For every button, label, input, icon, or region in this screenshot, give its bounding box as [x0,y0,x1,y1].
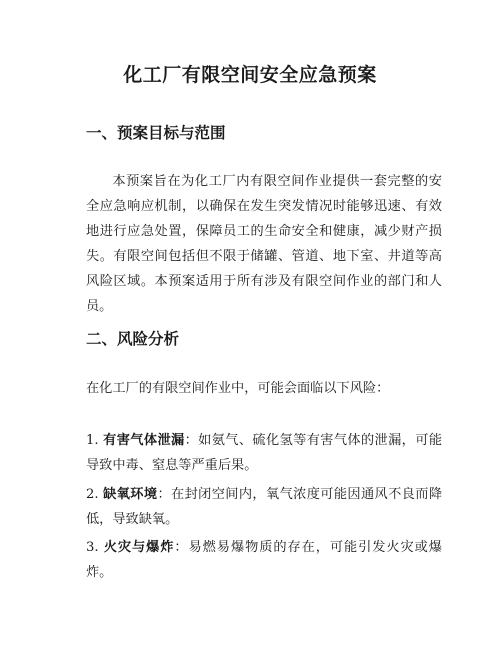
section-heading-risk: 二、风险分析 [86,330,180,348]
risk-item-oxygen: 2. 缺氧环境：在封闭空间内，氧气浓度可能因通风不良而降低，导致缺氧。 [86,487,443,527]
section-heading-scope: 一、预案目标与范围 [86,124,226,142]
risk-item-term: 火灾与爆炸 [103,540,175,555]
document-title: 化工厂有限空间安全应急预案 [123,64,377,86]
section-paragraph-scope: 本预案旨在为化工厂内有限空间作业提供一套完整的安全应急响应机制，以确保在发生突发情况时能够迅速、有效地进行应急处置，保障员工的生命安全和健康，减少财产损失。有限空间包括但不限于储罐、管道、地下室、井道等高风险区域。本预案适用于所有涉及有限空间作业的部门和人员。 [86,174,442,314]
risk-item-term: 缺氧环境 [103,487,158,502]
risk-item-term: 有害气体泄漏 [103,433,185,448]
risk-item-gas: 1. 有害气体泄漏：如氨气、硫化氢等有害气体的泄漏，可能导致中毒、窒息等严重后果。 [86,433,443,473]
risk-intro: 在化工厂的有限空间作业中，可能会面临以下风险： [86,381,390,396]
risk-item-fire: 3. 火灾与爆炸：易燃易爆物质的存在，可能引发火灾或爆炸。 [86,540,442,580]
